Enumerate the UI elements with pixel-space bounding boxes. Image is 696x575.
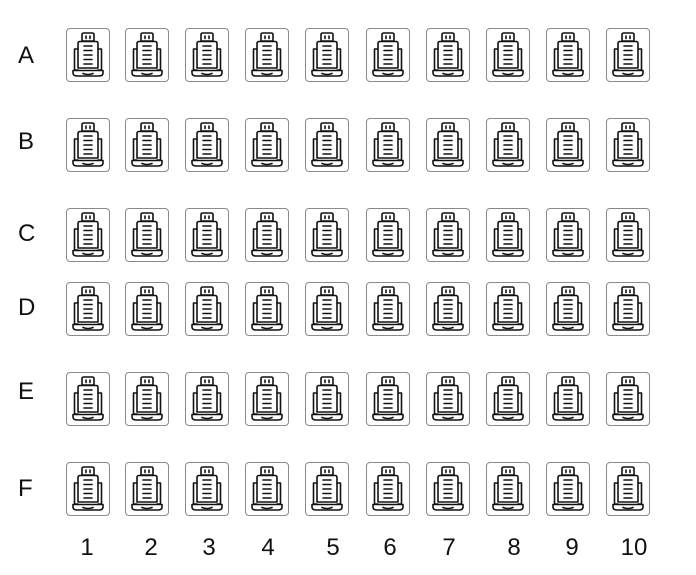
seat-f3[interactable] [185, 462, 229, 516]
seat-b7[interactable] [426, 118, 470, 172]
seat-f2[interactable] [125, 462, 169, 516]
seat-e4[interactable] [245, 372, 289, 426]
column-label-2: 2 [144, 534, 158, 561]
seat-a10[interactable] [606, 28, 650, 82]
seat-a2[interactable] [125, 28, 169, 82]
column-label-9: 9 [565, 534, 579, 561]
seat-e1[interactable] [66, 372, 110, 426]
row-label-d: D [18, 294, 36, 321]
row-label-e: E [18, 378, 35, 405]
column-label-7: 7 [442, 534, 456, 561]
seat-f1[interactable] [66, 462, 110, 516]
seat-d1[interactable] [66, 282, 110, 336]
seat-e9[interactable] [546, 372, 590, 426]
seat-c3[interactable] [185, 208, 229, 262]
seat-b8[interactable] [486, 118, 530, 172]
row-label-f: F [18, 475, 33, 502]
seat-a7[interactable] [426, 28, 470, 82]
seat-b1[interactable] [66, 118, 110, 172]
seat-e7[interactable] [426, 372, 470, 426]
column-label-3: 3 [202, 534, 216, 561]
seat-d5[interactable] [305, 282, 349, 336]
seat-f4[interactable] [245, 462, 289, 516]
seat-c9[interactable] [546, 208, 590, 262]
seat-b9[interactable] [546, 118, 590, 172]
seat-d3[interactable] [185, 282, 229, 336]
seat-f10[interactable] [606, 462, 650, 516]
seat-c1[interactable] [66, 208, 110, 262]
seat-c2[interactable] [125, 208, 169, 262]
row-label-c: C [18, 220, 36, 247]
seat-c6[interactable] [366, 208, 410, 262]
seat-f9[interactable] [546, 462, 590, 516]
column-label-10: 10 [620, 534, 648, 561]
seat-b3[interactable] [185, 118, 229, 172]
seat-a1[interactable] [66, 28, 110, 82]
seat-a4[interactable] [245, 28, 289, 82]
column-label-8: 8 [507, 534, 521, 561]
seat-a5[interactable] [305, 28, 349, 82]
seat-b6[interactable] [366, 118, 410, 172]
seat-b5[interactable] [305, 118, 349, 172]
seat-a9[interactable] [546, 28, 590, 82]
seat-e2[interactable] [125, 372, 169, 426]
seat-c10[interactable] [606, 208, 650, 262]
seat-b2[interactable] [125, 118, 169, 172]
seat-d10[interactable] [606, 282, 650, 336]
seat-c4[interactable] [245, 208, 289, 262]
seat-d6[interactable] [366, 282, 410, 336]
column-label-6: 6 [383, 534, 397, 561]
seat-f6[interactable] [366, 462, 410, 516]
row-label-a: A [18, 42, 35, 69]
seat-e5[interactable] [305, 372, 349, 426]
seat-e10[interactable] [606, 372, 650, 426]
seat-d7[interactable] [426, 282, 470, 336]
seat-d4[interactable] [245, 282, 289, 336]
column-label-5: 5 [326, 534, 340, 561]
seat-a3[interactable] [185, 28, 229, 82]
seat-f8[interactable] [486, 462, 530, 516]
seat-b4[interactable] [245, 118, 289, 172]
column-label-1: 1 [80, 534, 94, 561]
column-label-4: 4 [261, 534, 275, 561]
seat-d9[interactable] [546, 282, 590, 336]
seat-a6[interactable] [366, 28, 410, 82]
row-label-b: B [18, 128, 35, 155]
seat-e8[interactable] [486, 372, 530, 426]
seat-c8[interactable] [486, 208, 530, 262]
seat-d2[interactable] [125, 282, 169, 336]
seat-f7[interactable] [426, 462, 470, 516]
seat-f5[interactable] [305, 462, 349, 516]
seat-b10[interactable] [606, 118, 650, 172]
seat-c5[interactable] [305, 208, 349, 262]
seat-a8[interactable] [486, 28, 530, 82]
seat-e6[interactable] [366, 372, 410, 426]
seat-c7[interactable] [426, 208, 470, 262]
seat-d8[interactable] [486, 282, 530, 336]
seat-e3[interactable] [185, 372, 229, 426]
